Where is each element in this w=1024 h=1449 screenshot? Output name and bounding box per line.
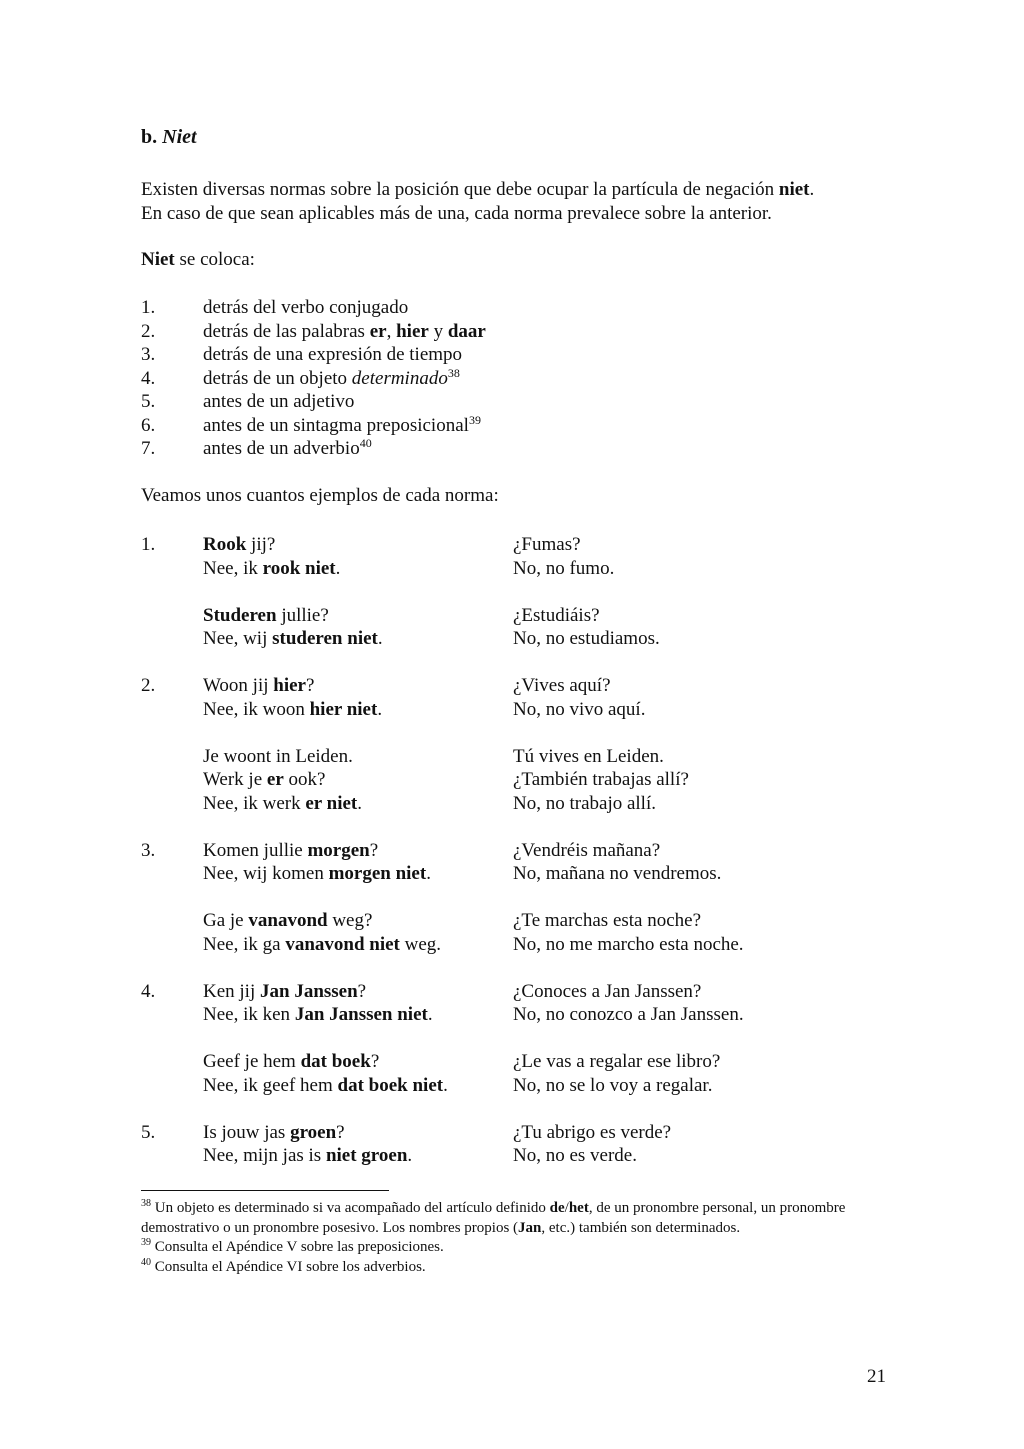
example-number: 2. bbox=[141, 675, 156, 696]
example-group bbox=[141, 909, 744, 956]
example-row bbox=[141, 698, 744, 722]
intro-paragraph bbox=[141, 178, 886, 225]
dutch-sentence: Komen jullie morgen? bbox=[203, 839, 379, 861]
heading-title: Niet bbox=[162, 126, 197, 148]
rule-item bbox=[141, 390, 486, 414]
example-row bbox=[141, 557, 744, 581]
intro-keyword: niet bbox=[778, 179, 810, 200]
example-row bbox=[141, 674, 744, 698]
spanish-translation: ¿También trabajas allí? bbox=[513, 769, 689, 790]
rule-text: detrás de una expresión de tiempo bbox=[203, 344, 463, 365]
spanish-translation: No, no se lo voy a regalar. bbox=[513, 1074, 713, 1096]
rule-item bbox=[141, 367, 486, 391]
rule-item bbox=[141, 343, 486, 367]
dutch-sentence: Ken jij Jan Janssen? bbox=[203, 980, 367, 1002]
examples-intro: Veamos unos cuantos ejemplos de cada norma: bbox=[141, 485, 499, 506]
dutch-sentence: Nee, ik geef hem dat boek niet. bbox=[203, 1074, 448, 1096]
example-group bbox=[141, 1050, 744, 1097]
spanish-translation: ¿Estudiáis? bbox=[513, 604, 600, 626]
example-row bbox=[141, 1003, 744, 1027]
rule-number: 5. bbox=[141, 391, 156, 412]
rule-item bbox=[141, 414, 486, 438]
example-row bbox=[141, 745, 744, 769]
rule-number: 7. bbox=[141, 438, 156, 459]
rule-text: detrás del verbo conjugado bbox=[203, 297, 409, 318]
example-number bbox=[141, 698, 203, 722]
rule-number: 3. bbox=[141, 344, 156, 365]
example-number: 5. bbox=[141, 1121, 156, 1143]
example-row bbox=[141, 1144, 744, 1168]
example-row bbox=[141, 862, 744, 886]
example-row bbox=[141, 980, 744, 1004]
dutch-sentence: Nee, ik rook niet. bbox=[203, 557, 341, 579]
spanish-translation: No, no estudiamos. bbox=[513, 628, 660, 649]
spanish-translation: ¿Le vas a regalar ese libro? bbox=[513, 1051, 721, 1072]
spanish-translation: No, no conozco a Jan Janssen. bbox=[513, 1004, 744, 1025]
example-row bbox=[141, 604, 744, 628]
dutch-sentence: Je woont in Leiden. bbox=[203, 745, 353, 767]
rule-text: antes de un adverbio$^{40}$ bbox=[203, 436, 372, 459]
rule-text: antes de un adjetivo bbox=[203, 391, 355, 412]
example-number bbox=[141, 1050, 203, 1074]
spanish-translation: No, no me marcho esta noche. bbox=[513, 933, 744, 955]
example-number bbox=[141, 1074, 203, 1098]
footnote-39: $^{39}$ Consulta el Apéndice V sobre las preposiciones. bbox=[141, 1237, 444, 1255]
example-row bbox=[141, 1050, 744, 1074]
dutch-sentence: Geef je hem dat boek? bbox=[203, 1051, 380, 1072]
spanish-translation: ¿Fumas? bbox=[513, 534, 581, 555]
spanish-translation: No, no vivo aquí. bbox=[513, 698, 646, 720]
example-row bbox=[141, 1121, 744, 1145]
spanish-translation: ¿Conoces a Jan Janssen? bbox=[513, 980, 702, 1002]
spanish-translation: ¿Te marchas esta noche? bbox=[513, 910, 702, 931]
example-group bbox=[141, 1121, 744, 1168]
intro-line-2: En caso de que sean aplicables más de una, cada norma prevalece sobre la anterior. bbox=[141, 202, 772, 224]
heading-prefix: b. bbox=[141, 126, 158, 148]
rule-item bbox=[141, 320, 486, 344]
footnote-separator bbox=[141, 1190, 389, 1191]
rules-intro bbox=[141, 248, 255, 272]
dutch-sentence: Nee, wij komen morgen niet. bbox=[203, 863, 431, 884]
example-number bbox=[141, 1003, 203, 1027]
footnote-ref[interactable]: 40 bbox=[359, 436, 372, 450]
rules-intro-keyword: Niet bbox=[141, 249, 175, 270]
footnote-40: $^{40}$ Consulta el Apéndice VI sobre los adverbios. bbox=[141, 1256, 426, 1275]
spanish-translation: Tú vives en Leiden. bbox=[513, 745, 664, 767]
spanish-translation: ¿Vives aquí? bbox=[513, 675, 611, 696]
spanish-translation: No, no trabajo allí. bbox=[513, 792, 656, 814]
example-number bbox=[141, 933, 203, 957]
rules-intro-text: se coloca: bbox=[174, 249, 255, 270]
spanish-translation: ¿Vendréis mañana? bbox=[513, 839, 661, 861]
page-number: 21 bbox=[867, 1366, 886, 1387]
rule-number: 2. bbox=[141, 320, 156, 342]
example-number: 3. bbox=[141, 839, 156, 861]
example-number: 4. bbox=[141, 980, 156, 1002]
example-row bbox=[141, 1074, 744, 1098]
dutch-sentence: Nee, ik ken Jan Janssen niet. bbox=[203, 1004, 433, 1025]
spanish-translation: ¿Tu abrigo es verde? bbox=[513, 1121, 672, 1143]
rule-number: 6. bbox=[141, 414, 156, 436]
rules-list bbox=[141, 296, 486, 461]
example-group bbox=[141, 745, 744, 816]
example-row bbox=[141, 627, 744, 651]
dutch-sentence: Nee, wij studeren niet. bbox=[203, 628, 383, 649]
example-row bbox=[141, 839, 744, 863]
dutch-sentence: Woon jij hier? bbox=[203, 675, 315, 696]
example-row bbox=[141, 792, 744, 816]
dutch-sentence: Nee, ik ga vanavond niet weg. bbox=[203, 933, 442, 955]
example-number bbox=[141, 792, 203, 816]
dutch-sentence: Is jouw jas groen? bbox=[203, 1121, 345, 1143]
intro-period: . bbox=[809, 179, 815, 200]
rule-number: 1. bbox=[141, 297, 156, 318]
example-number bbox=[141, 745, 203, 769]
example-row bbox=[141, 909, 744, 933]
example-group bbox=[141, 533, 744, 580]
examples-list bbox=[141, 533, 744, 1191]
example-row bbox=[141, 768, 744, 792]
footnote-ref[interactable]: 38 bbox=[447, 365, 460, 380]
dutch-sentence: Rook jij? bbox=[203, 534, 276, 555]
example-group bbox=[141, 674, 744, 721]
spanish-translation: No, no fumo. bbox=[513, 557, 615, 579]
example-number bbox=[141, 909, 203, 933]
dutch-sentence: Ga je vanavond weg? bbox=[203, 910, 373, 931]
example-row bbox=[141, 533, 744, 557]
example-number bbox=[141, 557, 203, 581]
example-group bbox=[141, 980, 744, 1027]
dutch-sentence: Nee, mijn jas is niet groen. bbox=[203, 1145, 413, 1166]
example-number bbox=[141, 768, 203, 792]
example-number bbox=[141, 627, 203, 651]
footnotes bbox=[141, 1199, 886, 1277]
example-number bbox=[141, 604, 203, 628]
dutch-sentence: Studeren jullie? bbox=[203, 604, 329, 626]
rule-item bbox=[141, 437, 486, 461]
dutch-sentence: Werk je er ook? bbox=[203, 769, 326, 790]
rule-number: 4. bbox=[141, 367, 156, 389]
footnote-ref[interactable]: 39 bbox=[468, 412, 481, 427]
intro-text: Existen diversas normas sobre la posición que debe ocupar la partícula de negación bbox=[141, 179, 779, 200]
example-row bbox=[141, 933, 744, 957]
example-number: 1. bbox=[141, 534, 156, 555]
rule-text: detrás de un objeto determinado$^{38}$ bbox=[203, 365, 460, 389]
spanish-translation: No, no es verde. bbox=[513, 1145, 637, 1166]
dutch-sentence: Nee, ik woon hier niet. bbox=[203, 698, 383, 720]
rule-text: antes de un sintagma preposicional$^{39}$ bbox=[203, 412, 481, 436]
rule-item bbox=[141, 296, 486, 320]
dutch-sentence: Nee, ik werk er niet. bbox=[203, 792, 362, 814]
footnote-38: $^{38}$ Un objeto es determinado si va acompañado del artículo definido de/het, de un pronombre personal, un pronombre demostrativo o un pronombre posesivo. Los nombres propios (Jan, etc.) también son determinados. bbox=[141, 1198, 846, 1236]
example-number bbox=[141, 1144, 203, 1168]
example-number bbox=[141, 862, 203, 886]
intro-line-1 bbox=[141, 178, 886, 202]
example-group bbox=[141, 604, 744, 651]
example-group bbox=[141, 839, 744, 886]
rule-text: detrás de las palabras er, hier y daar bbox=[203, 320, 486, 342]
section-heading bbox=[141, 126, 197, 150]
spanish-translation: No, mañana no vendremos. bbox=[513, 863, 722, 884]
